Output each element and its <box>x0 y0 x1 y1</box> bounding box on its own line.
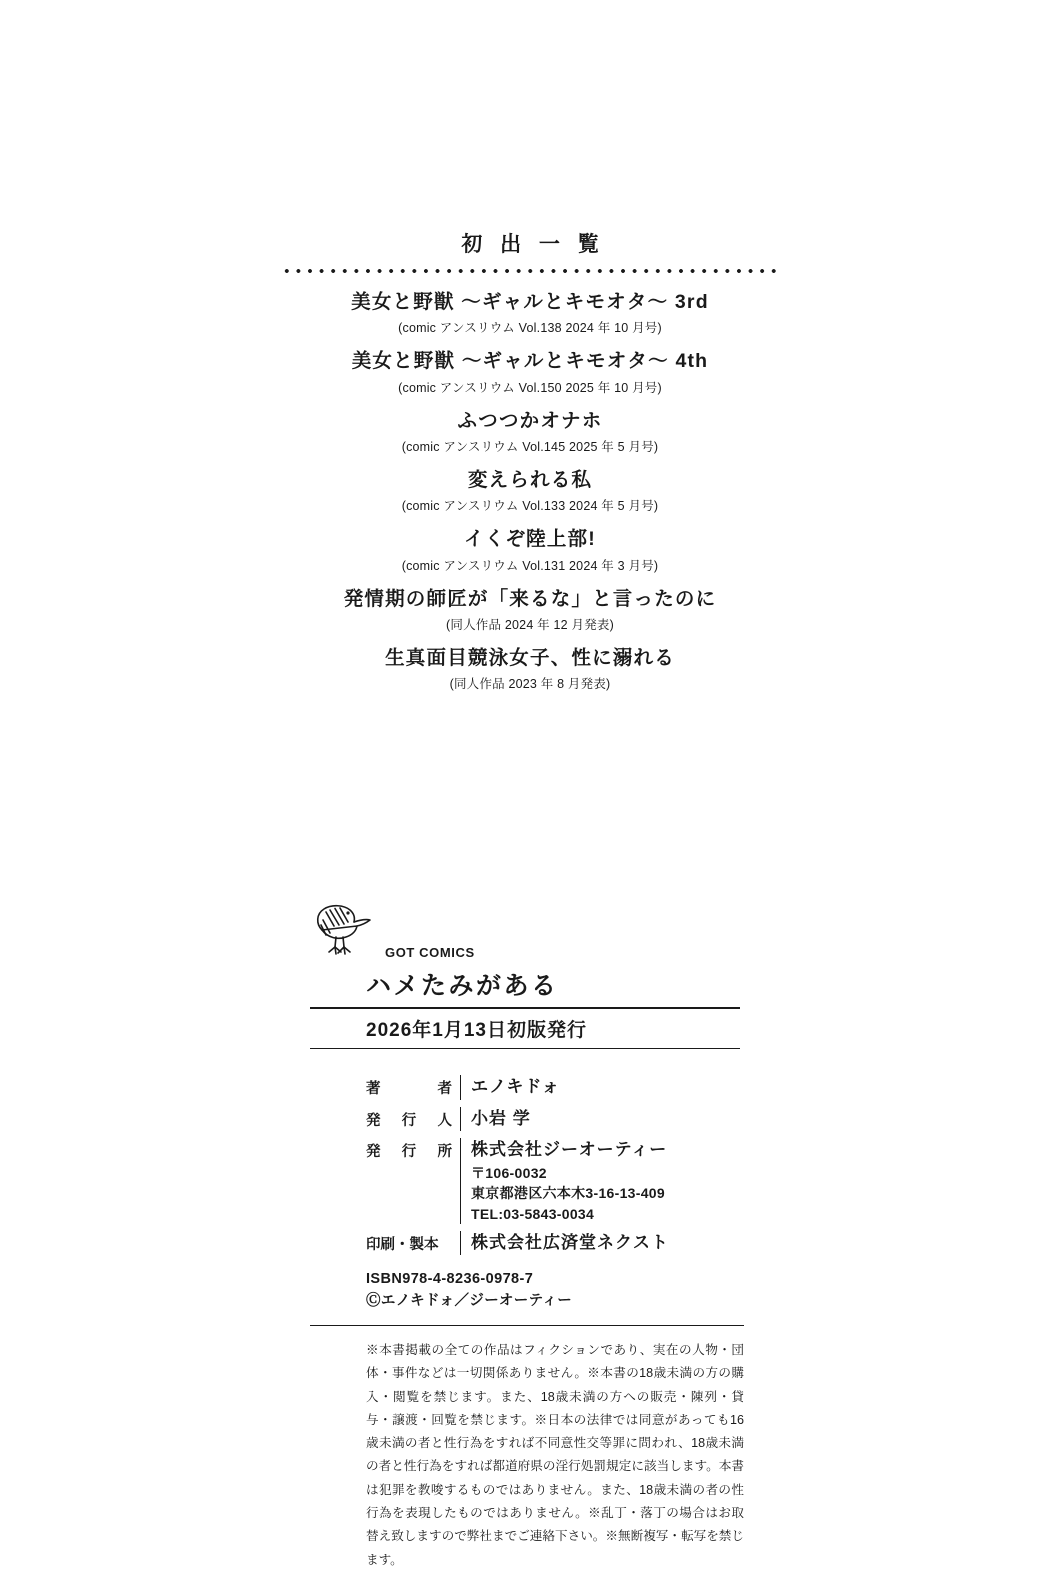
entry-source: (comic アンスリウム Vol.138 2024 年 10 月号) <box>398 321 662 336</box>
entry-title: 美女と野獣 ～ギャルとキモオタ～ 3rd <box>351 291 709 313</box>
list-item <box>280 289 780 336</box>
publisher-postal-code: 〒106-0032 <box>471 1164 547 1181</box>
credit-label <box>366 1075 452 1098</box>
credit-label-char: 行 <box>401 1112 417 1129</box>
publisher-telephone: TEL:03-5843-0034 <box>471 1205 595 1222</box>
table-row <box>366 1231 740 1256</box>
credit-label <box>366 1138 452 1161</box>
credit-label-char: 著 <box>366 1081 381 1097</box>
book-title: ハメたみがある <box>310 966 740 1009</box>
list-item <box>280 408 780 455</box>
entry-title: ふつつかオナホ <box>457 409 603 432</box>
copyright-line: Ⓒエノキドォ／ジーオーティー <box>366 1293 573 1310</box>
credit-divider <box>460 1231 461 1256</box>
entry-source: (同人作品 2024 年 12 月発表) <box>446 617 614 632</box>
entry-source: (comic アンスリウム Vol.133 2024 年 5 月号) <box>401 499 659 514</box>
credit-label-char: 人 <box>437 1112 452 1129</box>
publisher-logo-row <box>310 900 740 962</box>
list-item <box>280 645 780 692</box>
entry-title: イくぞ陸上部! <box>464 528 596 551</box>
list-item <box>280 348 780 395</box>
credit-label-char: 発 <box>366 1112 381 1129</box>
credit-label <box>366 1107 452 1130</box>
list-item <box>280 526 780 573</box>
credit-divider <box>460 1107 461 1132</box>
first-publication-section <box>280 228 780 704</box>
credit-value <box>471 1231 669 1256</box>
publisher-brand-name: GOT COMICS <box>385 945 475 960</box>
list-item <box>280 586 780 633</box>
credit-value <box>471 1138 667 1224</box>
table-row <box>366 1075 740 1100</box>
publication-date: 2026年1月13日初版発行 <box>310 1009 740 1049</box>
credit-divider <box>460 1138 461 1224</box>
credit-label <box>366 1231 452 1254</box>
credit-label-char: 印刷・製本 <box>366 1236 439 1253</box>
first-publication-heading: 初 出 一 覧 <box>461 233 605 256</box>
credit-value-text: エノキドォ <box>471 1077 560 1096</box>
credit-value <box>471 1075 560 1100</box>
credit-value-text: 小岩 学 <box>471 1108 531 1128</box>
credit-value-text: 株式会社広済堂ネクスト <box>471 1232 669 1252</box>
isbn-block <box>310 1269 740 1313</box>
entry-source: (comic アンスリウム Vol.131 2024 年 3 月号) <box>401 558 659 573</box>
credits-table <box>310 1075 740 1255</box>
credit-label-char: 発 <box>366 1144 381 1161</box>
credit-label-char: 者 <box>437 1081 452 1097</box>
credit-value-text: 株式会社ジーオーティー <box>471 1140 668 1160</box>
publisher-address: 東京都港区六本木3-16-13-409 <box>471 1185 665 1202</box>
credit-value <box>471 1107 531 1132</box>
dotted-divider <box>281 267 779 275</box>
table-row <box>366 1107 740 1132</box>
entry-title: 変えられる私 <box>467 468 593 491</box>
legal-notice: ※本書掲載の全ての作品はフィクションであり、実在の人物・団体・事件などは一切関係ありません。※本書の18歳未満の方の購入・閲覧を禁じます。また、18歳未満の方への販売・陳列・貸与・譲渡・回覧を禁じます。※日本の法律では同意があっても16歳未満の者と性行為をすれば不同意性交等罪に問われ、18歳未満の者と性行為をすれば都道府県の淫行処罰規定に該当します。本書は犯罪を教唆するものではありません。また、18歳未満の者の性行為を表現したものではありません。※乱丁・落丁の場合はお取替え致しますので弊社までご連絡下さい。※無断複写・転写を禁じます。 <box>310 1325 744 1572</box>
imprint-section <box>310 900 744 1572</box>
entry-title: 美女と野獣 ～ギャルとキモオタ～ 4th <box>351 350 709 373</box>
isbn-number: ISBN978-4-8236-0978-7 <box>366 1271 534 1288</box>
entry-source: (同人作品 2023 年 8 月発表) <box>449 677 611 692</box>
credit-label-char: 所 <box>437 1144 452 1161</box>
credit-label-char: 行 <box>401 1144 417 1161</box>
list-item <box>280 467 780 514</box>
entry-title: 生真面目競泳女子、性に溺れる <box>385 646 675 669</box>
entry-source: (comic アンスリウム Vol.150 2025 年 10 月号) <box>398 380 662 395</box>
table-row <box>366 1138 740 1224</box>
credit-divider <box>460 1075 461 1100</box>
bird-logo-icon <box>310 900 376 962</box>
entry-title: 発情期の師匠が「来るな」と言ったのに <box>343 587 717 610</box>
entry-source: (comic アンスリウム Vol.145 2025 年 5 月号) <box>401 439 659 454</box>
